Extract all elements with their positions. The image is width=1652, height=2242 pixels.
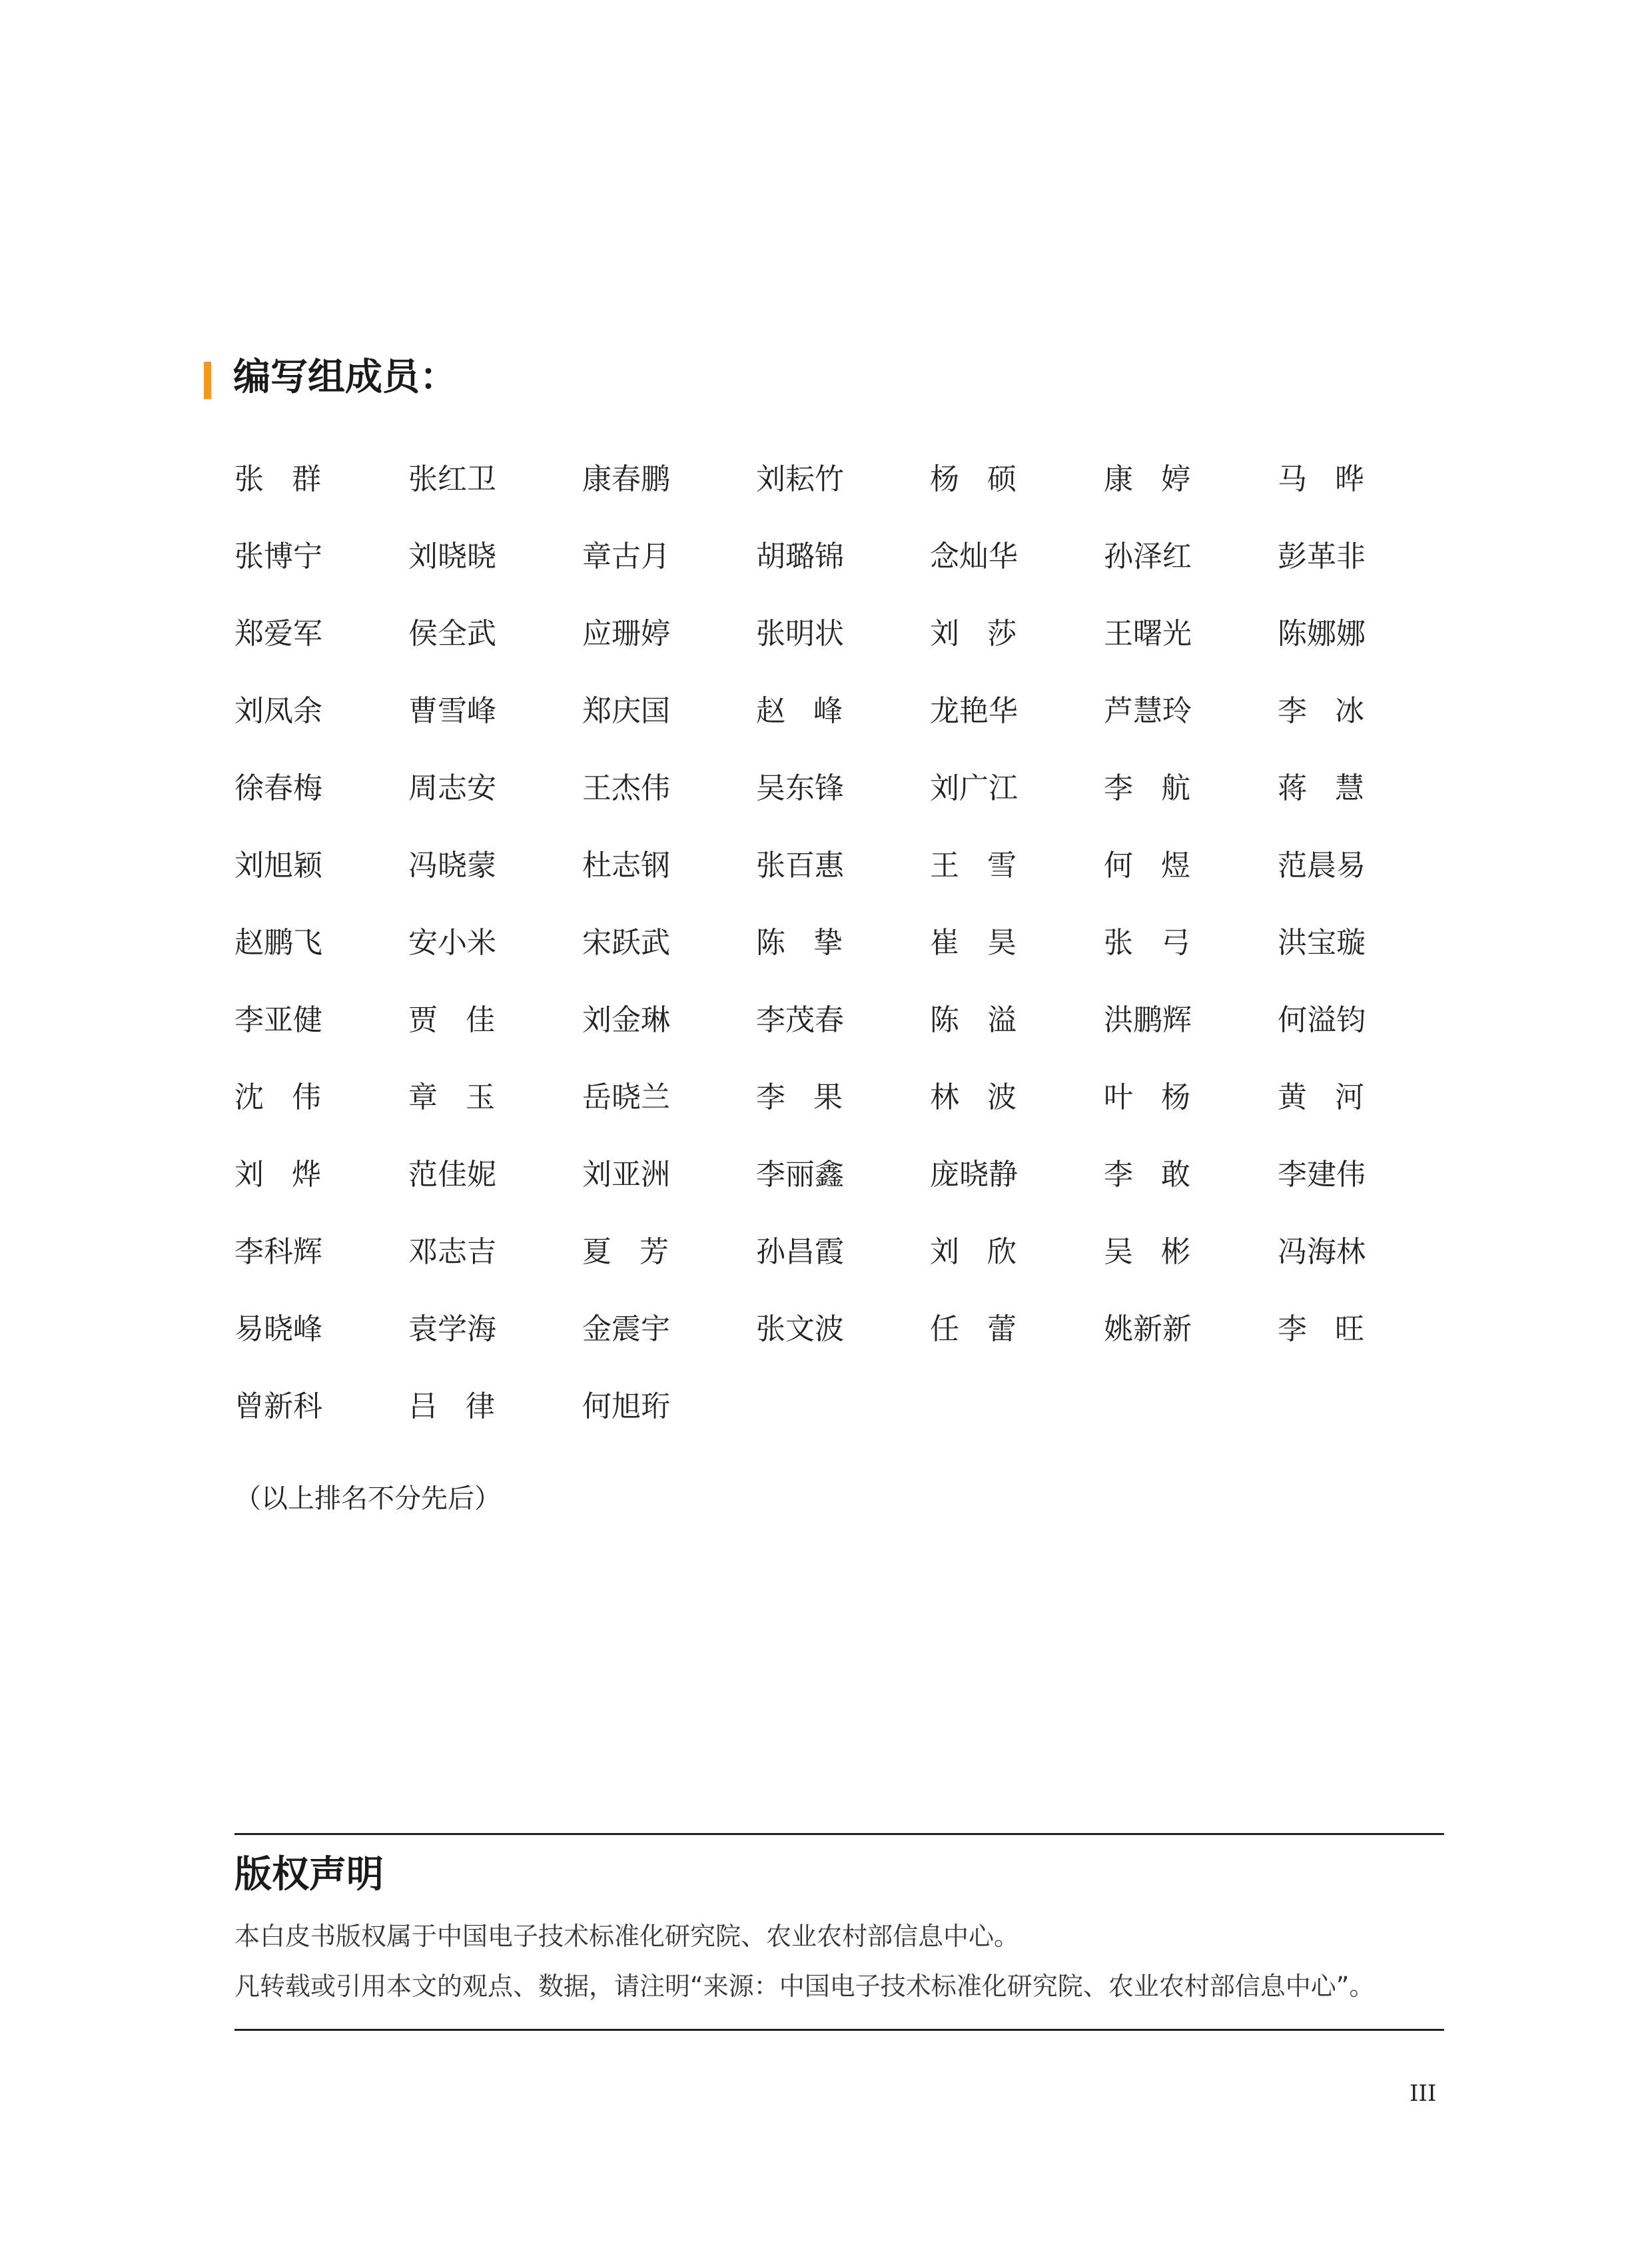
- member-name: [756, 846, 930, 923]
- member-name: [756, 460, 930, 537]
- member-name-text: 刘凤余: [234, 694, 322, 728]
- member-name-text: 张 弓: [1104, 926, 1190, 960]
- ordering-note: （以上排名不分先后）: [234, 1483, 501, 1514]
- member-name-text: 冯晓蒙: [408, 849, 496, 883]
- member-name-text: 蒋 慧: [1278, 771, 1364, 805]
- member-name-text: 郑庆国: [582, 694, 670, 728]
- member-name: [408, 923, 582, 1000]
- member-name-text: 侯全武: [408, 617, 496, 651]
- member-name: [1104, 1232, 1278, 1309]
- members-grid: [234, 460, 1434, 1464]
- member-name-text: 贾 佳: [408, 1003, 495, 1037]
- member-name-text: 沈 伟: [234, 1080, 321, 1114]
- member-name-text: 李 敢: [1104, 1158, 1190, 1192]
- member-name-text: 刘 烨: [234, 1158, 321, 1192]
- member-name-text: 邓志吉: [408, 1235, 496, 1269]
- member-name-text: 陈 挚: [756, 926, 843, 960]
- member-name: [408, 846, 582, 923]
- member-name-text: 孙昌霞: [756, 1235, 844, 1269]
- member-name: [756, 614, 930, 691]
- member-name-text: 李建伟: [1278, 1158, 1366, 1192]
- member-name-text: 范佳妮: [408, 1158, 496, 1192]
- member-name: [1278, 614, 1451, 691]
- member-name: [234, 691, 408, 769]
- member-name: [756, 769, 930, 846]
- section-accent-bar: [204, 362, 211, 399]
- member-name: [1278, 691, 1451, 769]
- member-name-text: 章 玉: [408, 1080, 495, 1114]
- member-name: [1278, 460, 1451, 537]
- member-name-text: 金震宇: [582, 1312, 670, 1346]
- member-name: [1104, 691, 1278, 769]
- member-name-text: 马 晔: [1278, 462, 1364, 496]
- member-name-text: 康春鹏: [582, 462, 670, 496]
- member-name-text: 刘亚洲: [582, 1158, 670, 1192]
- member-name: [582, 846, 756, 923]
- member-name-text: 何 煜: [1104, 849, 1190, 883]
- member-name-text: 刘旭颖: [234, 849, 322, 883]
- member-name: [582, 537, 756, 614]
- member-name-text: 赵 峰: [756, 694, 843, 728]
- member-name-text: 章古月: [582, 540, 670, 573]
- member-name: [234, 1232, 408, 1309]
- member-name: [930, 1078, 1104, 1155]
- member-name-text: 洪鹏辉: [1104, 1003, 1192, 1037]
- member-name-text: 刘 欣: [930, 1235, 1017, 1269]
- member-name-text: 岳晓兰: [582, 1080, 670, 1114]
- members-section-title: 编写组成员：: [233, 356, 457, 399]
- member-name: [1278, 1000, 1451, 1078]
- member-name-text: 杜志钢: [582, 849, 670, 883]
- member-name-text: 彭革非: [1278, 540, 1366, 573]
- member-name: [408, 769, 582, 846]
- member-name-text: 李丽鑫: [756, 1158, 844, 1192]
- member-name-text: 袁学海: [408, 1312, 496, 1346]
- member-name: [582, 1078, 756, 1155]
- member-name-text: 徐春梅: [234, 771, 322, 805]
- member-name-text: 崔 昊: [930, 926, 1017, 960]
- member-name-text: 任 蕾: [930, 1312, 1017, 1346]
- member-name-text: 胡璐锦: [756, 540, 844, 573]
- member-name: [1104, 460, 1278, 537]
- member-name-text: 冯海林: [1278, 1235, 1366, 1269]
- member-name: [234, 846, 408, 923]
- member-name-text: 王曙光: [1104, 617, 1192, 651]
- member-name: [582, 460, 756, 537]
- member-name-text: 郑爱军: [234, 617, 322, 651]
- member-name-text: 陈 溢: [930, 1003, 1017, 1037]
- member-name: [756, 1309, 930, 1387]
- member-name: [1104, 923, 1278, 1000]
- member-name: [1278, 1155, 1451, 1232]
- member-name: [234, 769, 408, 846]
- member-name-text: 李 冰: [1278, 694, 1364, 728]
- copyright-title: 版权声明: [234, 1853, 384, 1896]
- member-name: [1278, 769, 1451, 846]
- member-name: [408, 691, 582, 769]
- member-name: [234, 1155, 408, 1232]
- member-name: [408, 614, 582, 691]
- member-name: [234, 460, 408, 537]
- member-name: [1104, 1155, 1278, 1232]
- member-name: [756, 923, 930, 1000]
- member-name-text: 陈娜娜: [1278, 617, 1366, 651]
- copyright-statement: 本白皮书版权属于中国电子技术标准化研究院、农业农村部信息中心。: [234, 1922, 1020, 1951]
- member-name: [408, 1078, 582, 1155]
- member-name-text: 王 雪: [930, 849, 1017, 883]
- member-name: [234, 1309, 408, 1387]
- member-name: [408, 1000, 582, 1078]
- member-name-text: 刘广江: [930, 771, 1018, 805]
- member-name-text: 张百惠: [756, 849, 844, 883]
- member-name-text: 安小米: [408, 926, 496, 960]
- member-name: [1104, 1309, 1278, 1387]
- member-name: [930, 923, 1104, 1000]
- member-name-text: 宋跃武: [582, 926, 670, 960]
- member-name: [408, 460, 582, 537]
- member-name-text: 黄 河: [1278, 1080, 1364, 1114]
- member-name-text: 李科辉: [234, 1235, 322, 1269]
- copyright-divider-top: [234, 1833, 1444, 1835]
- member-name: [582, 1000, 756, 1078]
- member-name-text: 周志安: [408, 771, 496, 805]
- member-name: [408, 1309, 582, 1387]
- member-name-text: 张文波: [756, 1312, 844, 1346]
- member-name-text: 杨 硕: [930, 462, 1017, 496]
- member-name-text: 洪宝璇: [1278, 926, 1366, 960]
- member-name: [930, 691, 1104, 769]
- member-name-text: 张明状: [756, 617, 844, 651]
- member-name: [930, 769, 1104, 846]
- member-name: [1278, 1078, 1451, 1155]
- member-name-text: 刘金琳: [582, 1003, 670, 1037]
- member-name: [1104, 537, 1278, 614]
- member-name-text: 龙艳华: [930, 694, 1018, 728]
- member-name: [756, 1155, 930, 1232]
- member-name: [582, 1309, 756, 1387]
- member-name-text: 何溢钧: [1278, 1003, 1366, 1037]
- member-name: [234, 1000, 408, 1078]
- member-name: [408, 1155, 582, 1232]
- member-name: [1104, 846, 1278, 923]
- member-name-text: 李 果: [756, 1080, 843, 1114]
- member-name: [582, 769, 756, 846]
- member-name: [408, 537, 582, 614]
- member-name-text: 夏 芳: [582, 1235, 669, 1269]
- page-number: III: [1410, 2080, 1437, 2107]
- member-name-text: 刘耘竹: [756, 462, 844, 496]
- member-name: [582, 1387, 756, 1464]
- member-name: [582, 691, 756, 769]
- member-name: [1104, 614, 1278, 691]
- member-name-text: 赵鹏飞: [234, 926, 322, 960]
- member-name-text: 姚新新: [1104, 1312, 1192, 1346]
- member-name-text: 吕 律: [408, 1389, 495, 1423]
- member-name: [582, 614, 756, 691]
- member-name: [582, 1232, 756, 1309]
- member-name-text: 叶 杨: [1104, 1080, 1190, 1114]
- member-name: [1278, 846, 1451, 923]
- member-name-text: 林 波: [930, 1080, 1017, 1114]
- member-name: [408, 1387, 582, 1464]
- member-name: [756, 691, 930, 769]
- member-name: [1278, 1232, 1451, 1309]
- member-name-text: 易晓峰: [234, 1312, 322, 1346]
- member-name: [1278, 1309, 1451, 1387]
- member-name: [1104, 769, 1278, 846]
- citation-notice: 凡转载或引用本文的观点、数据，请注明“来源：中国电子技术标准化研究院、农业农村部信息中心”。: [234, 1972, 1375, 2001]
- member-name: [930, 846, 1104, 923]
- member-name: [234, 1387, 408, 1464]
- member-name-text: 曹雪峰: [408, 694, 496, 728]
- member-name-text: 张红卫: [408, 462, 496, 496]
- member-name: [756, 1000, 930, 1078]
- member-name: [234, 923, 408, 1000]
- member-name-text: 范晨易: [1278, 849, 1366, 883]
- member-name-text: 刘晓晓: [408, 540, 496, 573]
- member-name-text: 李 航: [1104, 771, 1190, 805]
- member-name-text: 张博宁: [234, 540, 322, 573]
- member-name: [930, 1309, 1104, 1387]
- member-name: [582, 1155, 756, 1232]
- member-name: [1278, 537, 1451, 614]
- member-name-text: 王杰伟: [582, 771, 670, 805]
- member-name: [582, 923, 756, 1000]
- member-name-text: 康 婷: [1104, 462, 1190, 496]
- member-name-text: 吴东锋: [756, 771, 844, 805]
- member-name: [930, 537, 1104, 614]
- member-name: [1278, 923, 1451, 1000]
- member-name: [930, 1000, 1104, 1078]
- member-name-text: 刘 莎: [930, 617, 1017, 651]
- member-name: [930, 614, 1104, 691]
- member-name-text: 吴 彬: [1104, 1235, 1190, 1269]
- member-name: [234, 537, 408, 614]
- member-name: [756, 537, 930, 614]
- member-name: [1104, 1078, 1278, 1155]
- member-name-text: 孙泽红: [1104, 540, 1192, 573]
- member-name: [930, 1155, 1104, 1232]
- member-name: [234, 1078, 408, 1155]
- member-name-text: 应珊婷: [582, 617, 670, 651]
- member-name: [930, 460, 1104, 537]
- member-name-text: 李 旺: [1278, 1312, 1364, 1346]
- member-name-text: 曾新科: [234, 1389, 322, 1423]
- member-name-text: 芦慧玲: [1104, 694, 1192, 728]
- member-name-text: 庞晓静: [930, 1158, 1018, 1192]
- member-name-text: 张 群: [234, 462, 321, 496]
- member-name: [756, 1232, 930, 1309]
- member-name-text: 李茂春: [756, 1003, 844, 1037]
- member-name-text: 念灿华: [930, 540, 1018, 573]
- member-name-text: 何旭珩: [582, 1389, 670, 1423]
- member-name: [930, 1232, 1104, 1309]
- member-name: [408, 1232, 582, 1309]
- member-name: [756, 1078, 930, 1155]
- copyright-divider-bottom: [234, 2029, 1444, 2031]
- member-name: [1104, 1000, 1278, 1078]
- member-name: [234, 614, 408, 691]
- member-name-text: 李亚健: [234, 1003, 322, 1037]
